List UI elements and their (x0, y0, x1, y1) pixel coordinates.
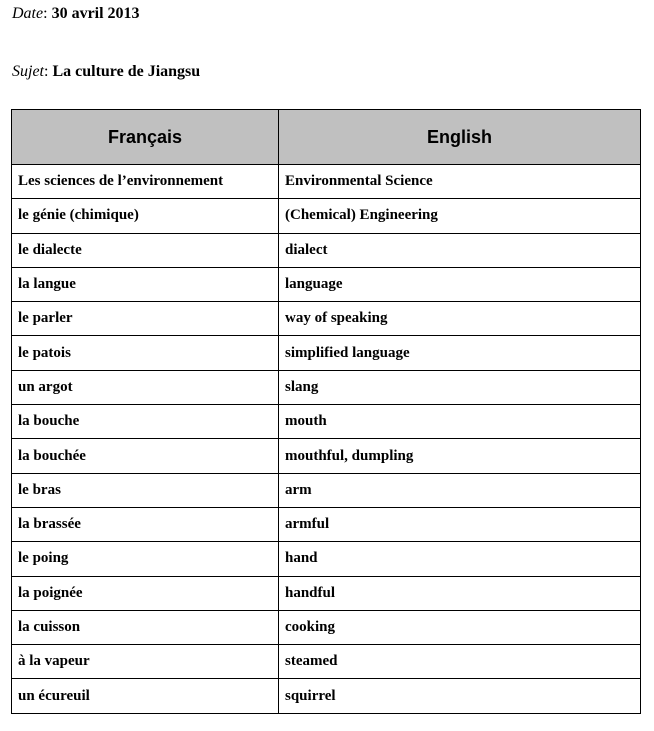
table-row (12, 576, 641, 610)
table-row (12, 302, 641, 336)
column-header-french: Français (12, 110, 279, 165)
english-term: hand (279, 542, 641, 576)
french-term: le génie (chimique) (12, 199, 279, 233)
table-row (12, 199, 641, 233)
english-term: (Chemical) Engineering (279, 199, 641, 233)
table-row (12, 233, 641, 267)
english-term: handful (279, 576, 641, 610)
english-term: arm (279, 473, 641, 507)
english-term: Environmental Science (279, 165, 641, 199)
english-term: dialect (279, 233, 641, 267)
english-term: mouth (279, 405, 641, 439)
column-header-english: English (279, 110, 641, 165)
table-row (12, 370, 641, 404)
table-body (12, 165, 641, 714)
english-term: armful (279, 507, 641, 541)
english-term: way of speaking (279, 302, 641, 336)
table-row (12, 267, 641, 301)
french-term: la poignée (12, 576, 279, 610)
french-term: Les sciences de l’environnement (12, 165, 279, 199)
date-value: 30 avril 2013 (51, 5, 140, 22)
date-line: Date: 30 avril 2013 (12, 5, 140, 22)
english-term: simplified language (279, 336, 641, 370)
table-row (12, 165, 641, 199)
date-label: Date (12, 5, 44, 22)
french-term: le bras (12, 473, 279, 507)
subject-label: Sujet (12, 63, 44, 80)
english-term: squirrel (279, 679, 641, 713)
table-row (12, 679, 641, 713)
english-term: mouthful, dumpling (279, 439, 641, 473)
table-header-row (12, 110, 641, 165)
english-term: language (279, 267, 641, 301)
french-term: le parler (12, 302, 279, 336)
french-term: la brassée (12, 507, 279, 541)
english-term: cooking (279, 610, 641, 644)
french-term: la cuisson (12, 610, 279, 644)
french-term: le patois (12, 336, 279, 370)
french-term: un argot (12, 370, 279, 404)
french-term: la bouchée (12, 439, 279, 473)
french-term: la langue (12, 267, 279, 301)
table-row (12, 610, 641, 644)
table-row (12, 336, 641, 370)
subject-value: La culture de Jiangsu (52, 63, 201, 80)
table-row (12, 645, 641, 679)
table-row (12, 439, 641, 473)
table-row (12, 405, 641, 439)
table-row (12, 542, 641, 576)
french-term: la bouche (12, 405, 279, 439)
french-term: à la vapeur (12, 645, 279, 679)
french-term: le poing (12, 542, 279, 576)
subject-line: Sujet: La culture de Jiangsu (12, 63, 201, 80)
table-row (12, 473, 641, 507)
english-term: steamed (279, 645, 641, 679)
table-row (12, 507, 641, 541)
vocabulary-table (11, 109, 641, 714)
french-term: un écureuil (12, 679, 279, 713)
french-term: le dialecte (12, 233, 279, 267)
english-term: slang (279, 370, 641, 404)
